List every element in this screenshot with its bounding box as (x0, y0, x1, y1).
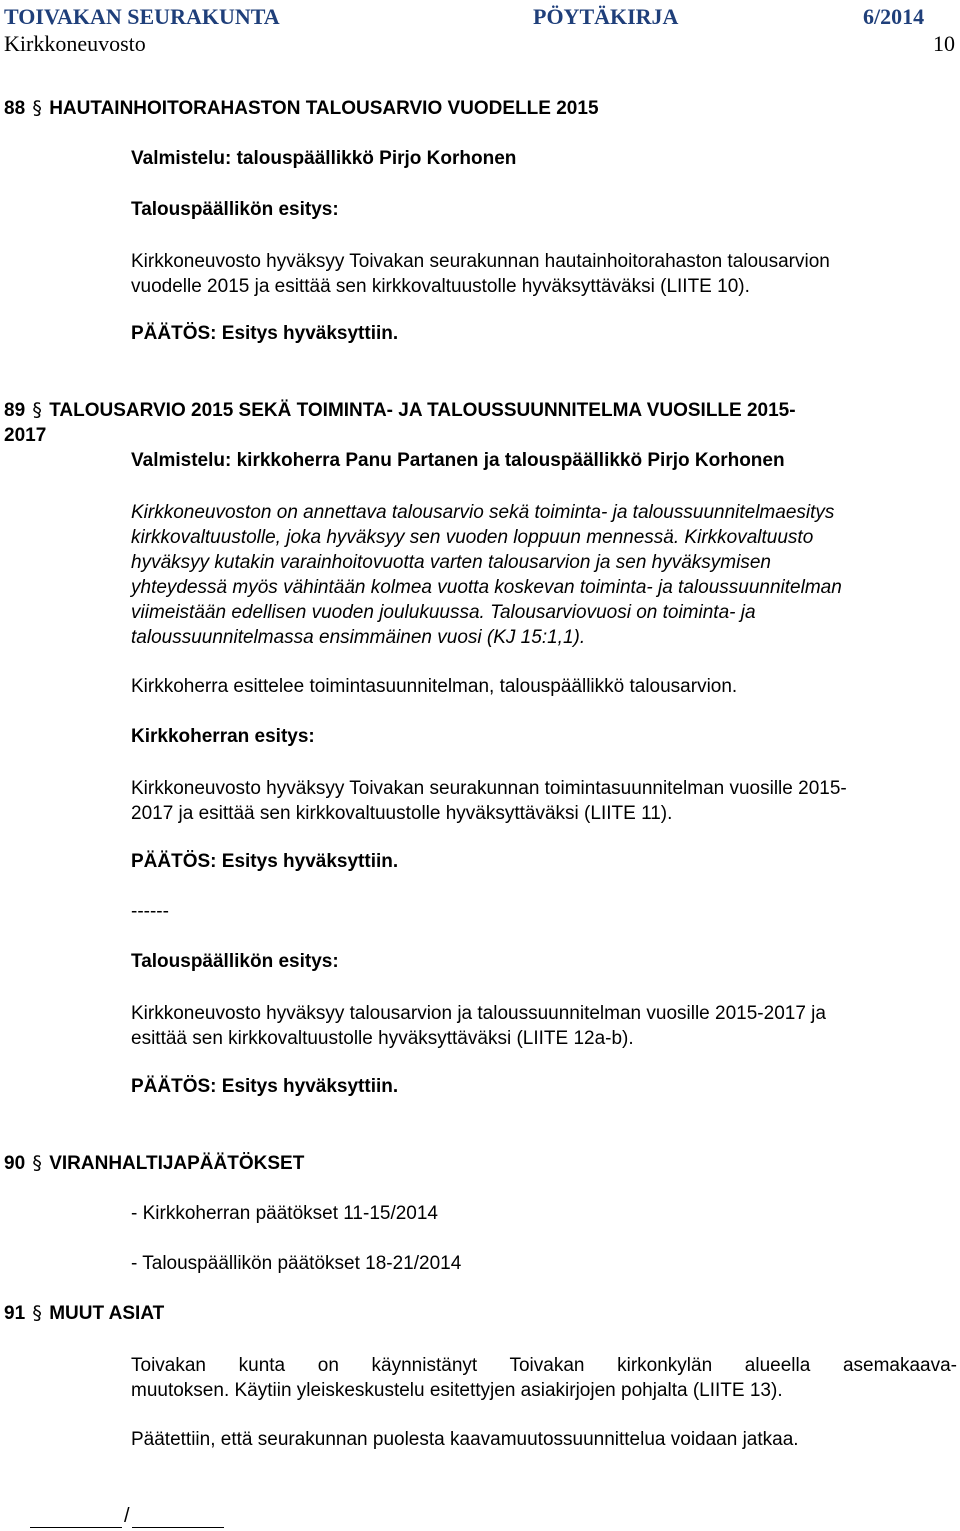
text-line: yhteydessä myös vähintään kolmea vuotta koskevan toiminta- ja taloussuunnitelman (131, 577, 842, 598)
section-89-decision-2: PÄÄTÖS: Esitys hyväksyttiin. (131, 1076, 399, 1097)
section-91-text (131, 1353, 957, 1403)
page-number: 10 (933, 31, 955, 56)
doc-number: 6/2014 (863, 4, 925, 29)
section-88-proposal (131, 249, 951, 299)
section-symbol: § (32, 97, 42, 119)
decision-list-item: - Kirkkoherran päätökset 11-15/2014 (131, 1203, 438, 1224)
signature-blank-right (132, 1507, 224, 1528)
section-symbol: § (32, 1152, 42, 1174)
org-name: TOIVAKAN SEURAKUNTA (4, 4, 280, 29)
text-line: taloussuunnitelmassa ensimmäinen vuosi (KJ 15:1,1). (131, 627, 586, 648)
section-89-title-cont: 2017 (4, 425, 47, 446)
text-line: esittää sen kirkkovaltuustolle hyväksyttäväksi (LIITE 12a-b). (131, 1028, 634, 1049)
text-line: muutoksen. Käytiin yleiskeskustelu esitettyjen asiakirjojen pohjalta (LIITE 13). (131, 1380, 783, 1401)
section-89-intro: Kirkkoherra esittelee toimintasuunnitelman, talouspäällikkö talousarvion. (131, 676, 738, 697)
text-line: viimeistään edellisen vuoden joulukuussa. Talousarviovuosi on toiminta- ja (131, 602, 756, 623)
section-symbol: § (32, 399, 42, 421)
section-88-preparation: Valmistelu: talouspäällikkö Pirjo Korhonen (131, 148, 517, 169)
doc-type: PÖYTÄKIRJA (533, 4, 679, 29)
section-90-title: VIRANHALTIJAPÄÄTÖKSET (49, 1153, 305, 1174)
text-line: 2017 ja esittää sen kirkkovaltuustolle hyväksyttäväksi (LIITE 11). (131, 803, 673, 824)
section-88-proposal-label: Talouspäällikön esitys: (131, 199, 339, 220)
text-line: Kirkkoneuvosto hyväksyy talousarvion ja taloussuunnitelman vuosille 2015-2017 ja (131, 1003, 826, 1024)
text-line: vuodelle 2015 ja esittää sen kirkkovaltuustolle hyväksyttäväksi (LIITE 10). (131, 276, 750, 297)
text-line: hyväksyy kutakin varainhoitovuotta varten talousarvion ja sen hyväksymisen (131, 552, 771, 573)
separator-dashes: ------ (131, 901, 169, 922)
section-88-decision: PÄÄTÖS: Esitys hyväksyttiin. (131, 323, 399, 344)
section-89-finance-label: Talouspäällikön esitys: (131, 951, 339, 972)
section-89-law-text (131, 500, 951, 650)
section-89-preparation: Valmistelu: kirkkoherra Panu Partanen ja talouspäällikkö Pirjo Korhonen (131, 450, 785, 471)
section-90-number: 90 (4, 1153, 26, 1174)
text-line: Kirkkoneuvoston on annettava talousarvio sekä toiminta- ja taloussuunnitelmaesitys (131, 502, 835, 523)
signature-blank-left (30, 1507, 122, 1528)
decision-list-item: - Talouspäällikön päätökset 18-21/2014 (131, 1253, 462, 1274)
section-89-title: TALOUSARVIO 2015 SEKÄ TOIMINTA- JA TALOUSSUUNNITELMA VUOSILLE 2015- (49, 400, 796, 421)
section-89-finance-proposal (131, 1001, 951, 1051)
text-line: kirkkovaltuustolle, joka hyväksyy sen vuoden loppuun mennessä. Kirkkovaltuusto (131, 527, 814, 548)
section-88-title: HAUTAINHOITORAHASTON TALOUSARVIO VUODELLE 2015 (49, 98, 599, 119)
body-name: Kirkkoneuvosto (4, 31, 146, 56)
section-89-vicar-proposal (131, 776, 951, 826)
section-89-number: 89 (4, 400, 26, 421)
section-88-heading (4, 97, 599, 120)
text-line: Kirkkoneuvosto hyväksyy Toivakan seurakunnan toimintasuunnitelman vuosille 2015- (131, 778, 847, 799)
text-line: Kirkkoneuvosto hyväksyy Toivakan seurakunnan hautainhoitorahaston talousarvion (131, 251, 830, 272)
section-91-number: 91 (4, 1303, 26, 1324)
section-88-number: 88 (4, 98, 26, 119)
section-91-decision: Päätettiin, että seurakunnan puolesta kaavamuutossuunnittelua voidaan jatkaa. (131, 1429, 799, 1450)
signature-line (30, 1505, 224, 1527)
section-symbol: § (32, 1302, 42, 1324)
section-91-heading (4, 1302, 164, 1325)
section-89-decision-1: PÄÄTÖS: Esitys hyväksyttiin. (131, 851, 399, 872)
text-line: Toivakan kunta on käynnistänyt Toivakan kirkonkylän alueella asemakaava- (131, 1355, 957, 1376)
signature-slash: / (124, 1505, 130, 1527)
section-89-vicar-label: Kirkkoherran esitys: (131, 726, 315, 747)
section-89-heading (4, 399, 796, 422)
section-91-title: MUUT ASIAT (49, 1303, 165, 1324)
section-90-heading (4, 1152, 304, 1175)
